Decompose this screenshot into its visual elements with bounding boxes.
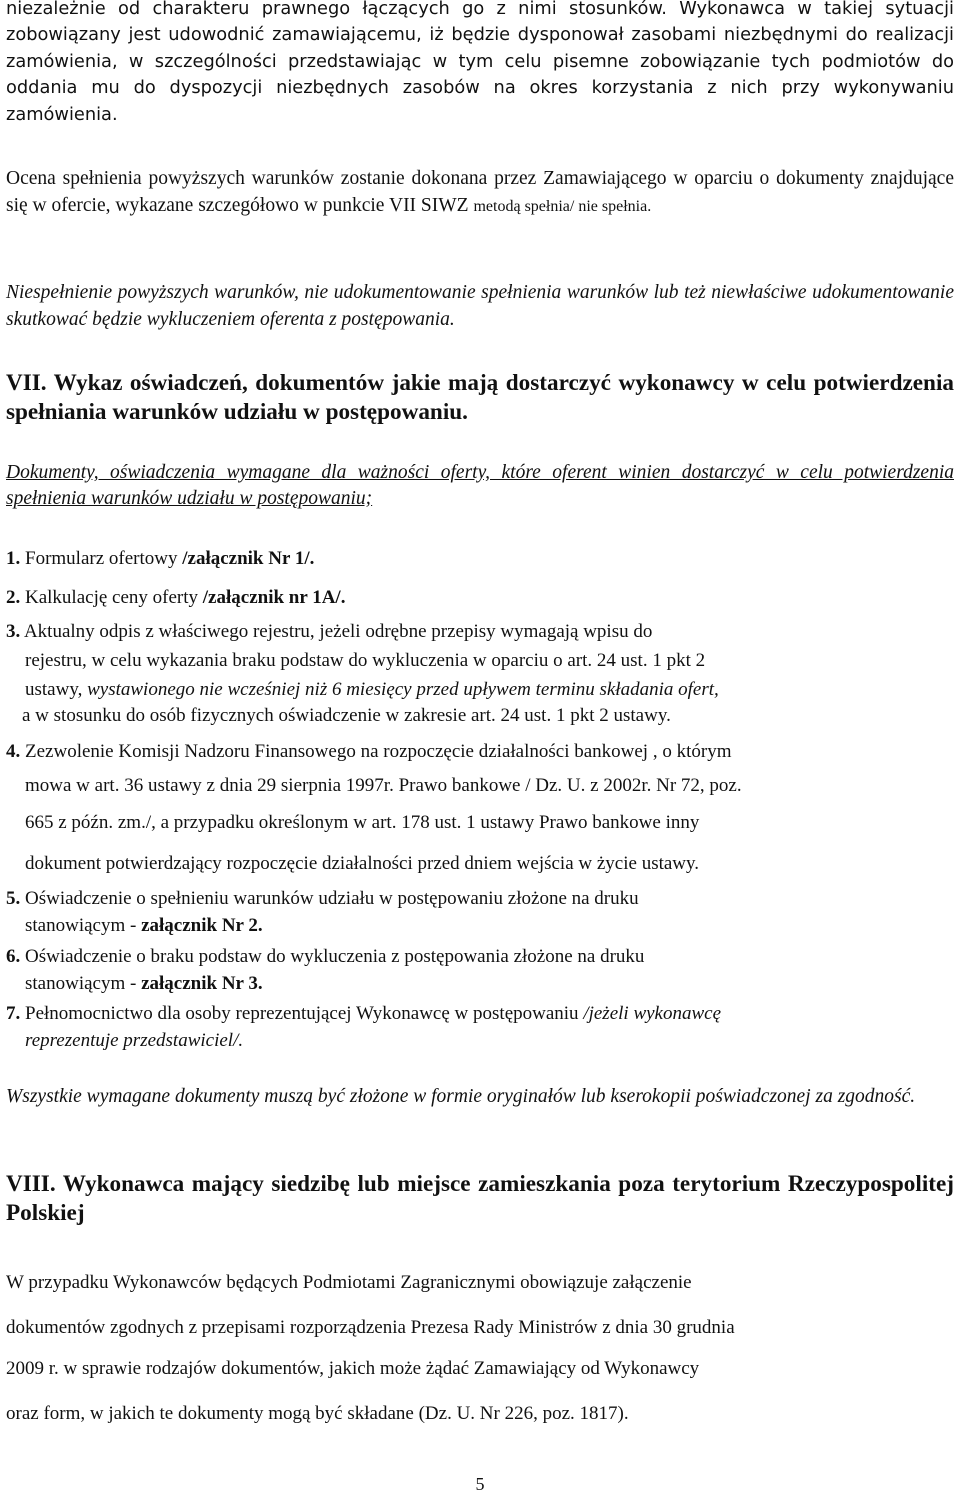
assessment-method: metodą spełnia/ nie spełnia. bbox=[473, 198, 652, 215]
section7-intro: Dokumenty, oświadczenia wymagane dla ważności oferty, które oferent winien dostarczyć w celu potwierdzenia spełnienia warunków udziału w postępowaniu; bbox=[6, 462, 954, 509]
list-item-2 bbox=[6, 587, 345, 609]
item-text: stanowiącym - załącznik Nr 2. bbox=[25, 915, 263, 936]
item-text: a w stosunku do osób fizycznych oświadczenie w zakresie art. 24 ust. 1 pkt 2 ustawy. bbox=[22, 705, 671, 726]
item-text: Pełnomocnictwo dla osoby reprezentującej Wykonawcę w postępowaniu bbox=[25, 1003, 579, 1024]
item-text: Zezwolenie Komisji Nadzoru Finansowego na rozpoczęcie działalności bankowej , o którym bbox=[25, 741, 732, 762]
item-text: 665 z późn. zm./, a przypadku określonym w art. 178 ust. 1 ustawy Prawo bankowe inny bbox=[25, 812, 700, 833]
section8-heading: VIII. Wykonawca mający siedzibę lub miejsce zamieszkania poza terytorium Rzeczypospolitej Polskiej bbox=[6, 1171, 954, 1226]
item-text: Oświadczenie o spełnieniu warunków udziału w postępowaniu złożone na druku bbox=[25, 888, 639, 909]
item-text: Kalkulację ceny oferty bbox=[25, 587, 199, 608]
section8-text: 2009 r. w sprawie rodzajów dokumentów, jakich może żądać Zamawiający od Wykonawcy bbox=[6, 1358, 700, 1379]
item-number: 5. bbox=[6, 888, 21, 909]
item-text: Oświadczenie o braku podstaw do wykluczenia z postępowania złożone na druku bbox=[25, 946, 645, 967]
documents-note: Wszystkie wymagane dokumenty muszą być złożone w formie oryginałów lub kserokopii poświadczonej za zgodność. bbox=[6, 1086, 916, 1107]
item-number: 1. bbox=[6, 548, 21, 569]
intro-paragraph: niezależnie od charakteru prawnego łączących go z nimi stosunków. Wykonawca w takiej sytuacji zobowiązany jest udowodnić zamawiającemu, iż będzie dysponował zasobami niezbędnymi do realizacji zamówienia, w szczególności przedstawiając w tym celu pisemne zobowiązanie tych podmiotów do oddania mu do dyspozycji niezbędnych zasobów na okres korzystania z nich przy wykonywaniu zamówienia. bbox=[6, 0, 954, 125]
document-page: niezależnie od charakteru prawnego łączących go z nimi stosunków. Wykonawca w takiej sytuacji zobowiązany jest udowodnić zamawiającemu, iż będzie dysponował zasobami niezbędnymi do realizacji zamówienia, w szczególności przedstawiając w tym celu pisemne zobowiązanie tych podmiotów do oddania mu do dyspozycji niezbędnych zasobów na okres korzystania z nich przy wykonywaniu zamówienia. Ocena spełnienia powyższych warunków zostanie dokonana przez Zamawiającego w oparciu o dokumenty znajdujące się w ofercie, wykazane szczegółowo w punkcie VII SIWZ metodą spełnia/ nie spełnia. Niespełnienie powyższych warunków, nie udokumentowanie spełnienia warunków lub też niewłaściwe udokumentowanie skutkować będzie wykluczeniem oferenta z postępowania. VII. Wykaz oświadczeń, dokumentów jakie mają dostarczyć wykonawcy w celu potwierdzenia spełniania warunków udziału w postępowaniu. Dokumenty, oświadczenia wymagane dla ważności oferty, które oferent winien dostarczyć w celu potwierdzenia spełnienia warunków udziału w postępowaniu; 1. Formularz ofertowy /załącznik Nr 1/. 2. Kalkulację ceny oferty /załącznik nr 1A/. 3. Aktualny odpis z właściwego rejestru, jeżeli odrębne przepisy wymagają wpisu do rejestru, w celu wykazania braku podstaw do wykluczenia w oparciu o art. 24 ust. 1 pkt 2 ustawy, wystawionego nie wcześniej niż 6 miesięcy przed upływem terminu składania ofert, a w stosunku do osób fizycznych oświadczenie w zakresie art. 24 ust. 1 pkt 2 ustawy. 4. Zezwolenie Komisji Nadzoru Finansowego na rozpoczęcie działalności bankowej , o którym mowa w art. 36 ustawy z dnia 29 sierpnia 1997r. Prawo bankowe / Dz. U. z 2002r. Nr 72, poz. 665 z późn. zm./, a przypadku określonym w art. 178 ust. 1 ustawy Prawo bankowe inny dokument potwierdzający rozpoczęcie działalności przed dniem wejścia w życie ustawy. 5. Oświadczenie o spełnieniu warunków udziału w postępowaniu złożone na druku stanowiącym - załącznik Nr 2. 6. Oświadczenie o braku podstaw do wykluczenia z postępowania złożone na druku stanowiącym - załącznik Nr 3. 7. Pełnomocnictwo dla osoby reprezentującej Wykonawcę w postępowaniu /jeżeli wykonawcę reprezentuje przedstawiciel/. Wszystkie wymagane dokumenty muszą być złożone w formie oryginałów lub kserokopii poświadczonej za zgodność. VIII. Wykonawca mający siedzibę lub miejsce zamieszkania poza terytorium Rzeczypospolitej Polskiej W przypadku Wykonawców będących Podmiotami Zagranicznymi obowiązuje załączenie dokumentów zgodnych z przepisami rozporządzenia Prezesa Rady Ministrów z dnia 30 grudnia 2009 r. w sprawie rodzajów dokumentów, jakich może żądać Zamawiający od Wykonawcy oraz form, w jakich te dokumenty mogą być składane (Dz. U. Nr 226, poz. 1817). 5 bbox=[0, 0, 960, 1497]
item-text: Aktualny odpis z właściwego rejestru, jeżeli odrębne przepisy wymagają wpisu do bbox=[23, 621, 653, 642]
assessment-paragraph bbox=[6, 165, 954, 220]
item-number: 3. bbox=[6, 621, 21, 642]
section8-text: dokumentów zgodnych z przepisami rozporządzenia Prezesa Rady Ministrów z dnia 30 grudnia bbox=[6, 1317, 735, 1338]
page-number: 5 bbox=[475, 1474, 485, 1494]
item-text: rejestru, w celu wykazania braku podstaw do wykluczenia w oparciu o art. 24 ust. 1 pkt 2 bbox=[25, 650, 706, 671]
item-text: dokument potwierdzający rozpoczęcie działalności przed dniem wejścia w życie ustawy. bbox=[25, 853, 700, 874]
item-text: ustawy, wystawionego nie wcześniej niż 6 miesięcy przed upływem terminu składania ofert, bbox=[25, 679, 719, 700]
item-number: 7. bbox=[6, 1003, 21, 1024]
item-number: 4. bbox=[6, 741, 21, 762]
item-attachment: /załącznik Nr 1/. bbox=[182, 548, 315, 569]
section8-text: W przypadku Wykonawców będących Podmiotami Zagranicznymi obowiązuje załączenie bbox=[6, 1272, 692, 1293]
item-number: 2. bbox=[6, 587, 21, 608]
noncompliance-paragraph: Niespełnienie powyższych warunków, nie udokumentowanie spełnienia warunków lub też niewłaściwe udokumentowanie skutkować będzie wykluczeniem oferenta z postępowania. bbox=[6, 282, 954, 330]
section7-heading: VII. Wykaz oświadczeń, dokumentów jakie mają dostarczyć wykonawcy w celu potwierdzenia spełniania warunków udziału w postępowaniu. bbox=[6, 370, 954, 425]
section8-text: oraz form, w jakich te dokumenty mogą być składane (Dz. U. Nr 226, poz. 1817). bbox=[6, 1403, 629, 1424]
item-text: Formularz ofertowy bbox=[25, 548, 178, 569]
item-text: mowa w art. 36 ustawy z dnia 29 sierpnia 1997r. Prawo bankowe / Dz. U. z 2002r. Nr 72, poz. bbox=[25, 775, 742, 796]
item-attachment: /załącznik nr 1A/. bbox=[202, 587, 346, 608]
item-text: reprezentuje przedstawiciel/. bbox=[25, 1030, 244, 1051]
list-item-1 bbox=[6, 548, 314, 570]
item-number: 6. bbox=[6, 946, 21, 967]
assessment-text: Ocena spełnienia powyższych warunków zostanie dokonana przez Zamawiającego w oparciu o dokumenty znajdujące się w ofercie, wykazane szczegółowo w punkcie VII SIWZ bbox=[6, 168, 954, 216]
item-text: stanowiącym - załącznik Nr 3. bbox=[25, 973, 263, 994]
